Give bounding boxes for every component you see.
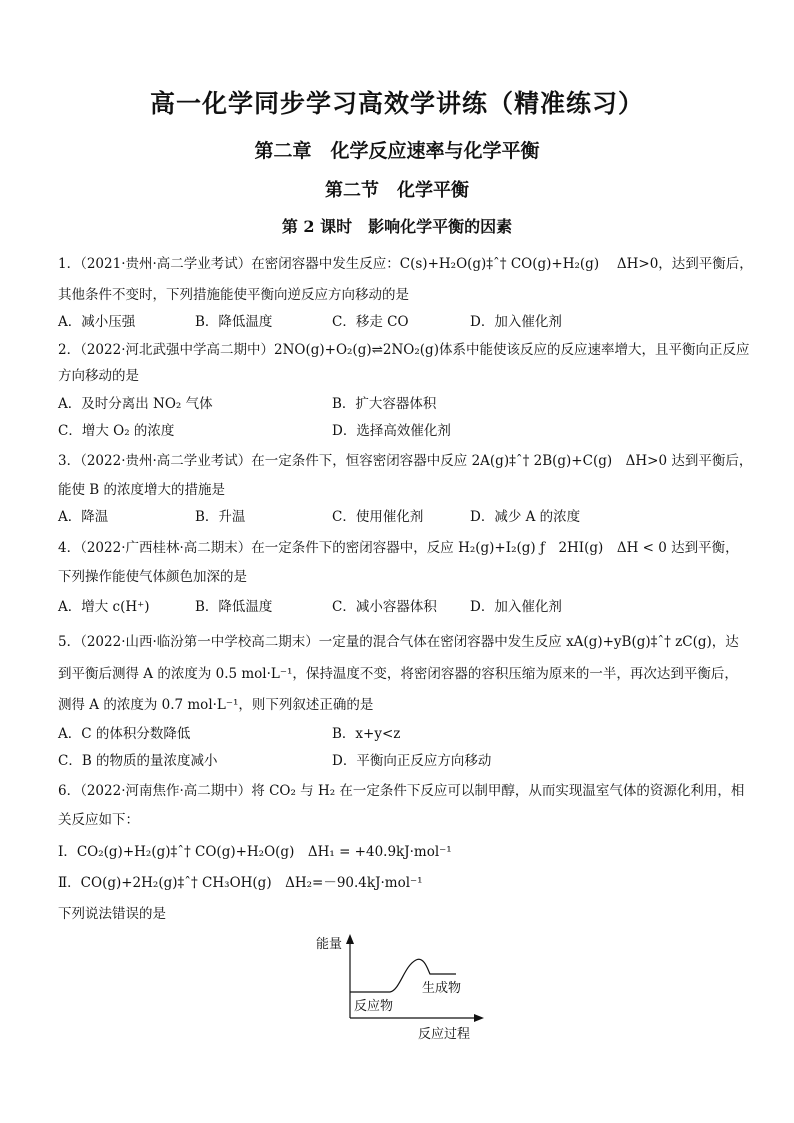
question-1-option-a[interactable]: A．减小压强 [58, 314, 136, 330]
question-5-stem-line-3: 测得 A 的浓度为 0.7 mol·L⁻¹，则下列叙述正确的是 [58, 697, 374, 713]
question-5-stem-line-1: 5．（2022·山西·临汾第一中学校高二期末）一定量的混合气体在密闭容器中发生反应 xA(g)+yB(g)‡ˆ† zC(g)，达 [58, 634, 739, 650]
question-1-option-c[interactable]: C．移走 CO [332, 314, 409, 330]
chapter-heading: 第二章 化学反应速率与化学平衡 [254, 140, 540, 162]
question-2-stem-line-2: 方向移动的是 [58, 368, 139, 384]
question-4-option-d[interactable]: D．加入催化剂 [470, 599, 562, 615]
question-4-stem-line-2: 下列操作能使气体颜色加深的是 [58, 569, 247, 585]
question-2-option-a[interactable]: A．及时分离出 NO₂ 气体 [58, 396, 213, 412]
product-label: 生成物 [422, 981, 462, 996]
question-6-stem-line-1: 6．（2022·河南焦作·高二期中）将 CO₂ 与 H₂ 在一定条件下反应可以制甲醇，从而实现温室气体的资源化利用，相 [58, 783, 745, 799]
question-6-reaction-2: Ⅱ．CO(g)+2H₂(g)‡ˆ† CH₃OH(g) ΔH₂=－90.4kJ·mol⁻¹ [58, 875, 423, 891]
question-6-stem-prompt: 下列说法错误的是 [58, 906, 166, 922]
y-axis-label: 能量 [316, 937, 343, 952]
question-3-stem-line-2: 能使 B 的浓度增大的措施是 [58, 482, 226, 498]
question-1-option-d[interactable]: D．加入催化剂 [470, 314, 562, 330]
question-5-option-d[interactable]: D．平衡向正反应方向移动 [332, 753, 492, 769]
question-1-stem-line-1: 1．（2021·贵州·高二学业考试）在密闭容器中发生反应：C(s)+H₂O(g)‡ˆ† CO(g)+H₂(g) ΔH>0，达到平衡后， [58, 256, 753, 272]
question-3-option-a[interactable]: A．降温 [58, 509, 109, 525]
question-4-option-b[interactable]: B．降低温度 [195, 599, 273, 615]
question-6-reaction-1: Ⅰ．CO₂(g)+H₂(g)‡ˆ† CO(g)+H₂O(g) ΔH₁ = +40.9kJ·mol⁻¹ [58, 844, 452, 860]
question-1-stem-line-2: 其他条件不变时，下列措施能使平衡向逆反应方向移动的是 [58, 287, 409, 303]
question-2-stem-line-1: 2．（2022·河北武强中学高二期中）2NO(g)+O₂(g)⇌2NO₂(g)体系中能使该反应的反应速率增大，且平衡向正反应 [58, 342, 750, 358]
section-heading: 第二节 化学平衡 [325, 180, 469, 201]
x-axis-label: 反应过程 [418, 1027, 471, 1042]
question-6-stem-line-2: 关反应如下： [58, 812, 139, 828]
question-2-option-d[interactable]: D．选择高效催化剂 [332, 423, 451, 439]
question-4-option-c[interactable]: C．减小容器体积 [332, 599, 437, 615]
question-4-stem-line-1: 4．（2022·广西桂林·高二期末）在一定条件下的密闭容器中，反应 H₂(g)+I₂(g) ƒ 2HI(g) ΔH < 0 达到平衡， [58, 540, 739, 556]
question-5-option-c[interactable]: C．B 的物质的量浓度减小 [58, 753, 218, 769]
question-1-option-b[interactable]: B．降低温度 [195, 314, 273, 330]
lesson-heading: 第 2 课时 影响化学平衡的因素 [281, 217, 513, 236]
question-3-option-b[interactable]: B．升温 [195, 509, 246, 525]
reactant-label: 反应物 [354, 999, 394, 1014]
question-5-stem-line-2: 到平衡后测得 A 的浓度为 0.5 mol·L⁻¹，保持温度不变，将密闭容器的容积压缩为原来的一半，再次达到平衡后， [58, 666, 738, 682]
question-5-option-b[interactable]: B．x+y<z [332, 726, 401, 742]
question-2-option-b[interactable]: B．扩大容器体积 [332, 396, 437, 412]
question-3-option-d[interactable]: D．减少 A 的浓度 [470, 509, 581, 525]
question-3-option-c[interactable]: C．使用催化剂 [332, 509, 424, 525]
question-5-option-a[interactable]: A．C 的体积分数降低 [58, 726, 191, 742]
worksheet-title: 高一化学同步学习高效学讲练（精准练习） [149, 89, 644, 118]
question-3-stem-line-1: 3．（2022·贵州·高二学业考试）在一定条件下，恒容密闭容器中反应 2A(g)‡ˆ† 2B(g)+C(g) ΔH>0 达到平衡后， [58, 453, 753, 469]
question-2-option-c[interactable]: C．增大 O₂ 的浓度 [58, 423, 175, 439]
question-4-option-a[interactable]: A．增大 c(H⁺) [58, 599, 150, 615]
energy-profile-diagram [308, 926, 508, 1044]
